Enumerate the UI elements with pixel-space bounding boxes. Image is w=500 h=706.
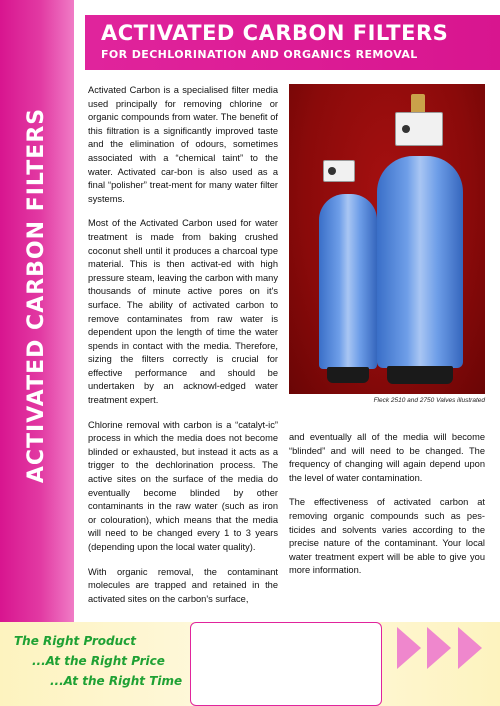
valve-knob-icon [328, 167, 336, 175]
chevron-right-icon [397, 627, 421, 669]
slogan-line-3: ...At the Right Time [50, 674, 183, 688]
large-tank-icon [377, 156, 463, 368]
dealer-stamp-box [190, 622, 382, 706]
small-tank-icon [319, 194, 377, 369]
chevron-right-icon [458, 627, 482, 669]
paragraph-effectiveness: The effectiveness of activated carbon at removing organic compounds such as pes-ticides and solvents varies according to the precise nature of the contaminant. Your local water treatment expert will be able to give you more information. [289, 497, 485, 576]
side-title [0, 0, 74, 630]
photo-caption: Fleck 2510 and 2750 Valves illustrated [373, 397, 485, 404]
paragraph-blinded: and eventually all of the media will become “blinded” and will need to be changed. The frequency of changing will again depend upon the level of water contamination. [289, 432, 485, 483]
page-title: ACTIVATED CARBON FILTERS [101, 21, 449, 45]
large-tank-base [387, 366, 453, 384]
right-column [289, 431, 485, 589]
slogan-line-1: The Right Product [14, 634, 137, 648]
paragraph-production: Most of the Activated Carbon used for water treatment is made from baking crushed coconut shell until it produces a charcoal type material. This is then activat-ed with high pressure steam, leaving the carbon with many thousands of minute active pores on it's surface. The ability of activated carbon to remove contaminates from raw water is dependent upon the length of time the water spends in contact with the media. Therefore, sizing the filters correctly is crucial for effective performance and should be undertaken by an acknowl-edged water treatment expert. [88, 218, 278, 406]
page-subtitle: FOR DECHLORINATION AND ORGANICS REMOVAL [101, 48, 418, 61]
paragraph-intro: Activated Carbon is a specialised filter media used principally for removing chlorine or organic compounds from water. The benefit of this filtration is a significantly improved taste and the elimination of odours, sometimes associated with a “chemical taint” to the water. Activated car-bon is also used as a final “polisher” treat-ment for many water filter systems. [88, 85, 278, 204]
water-filter-tanks-photo [289, 84, 485, 394]
valve-head-icon [411, 94, 425, 114]
large-valve-icon [395, 112, 443, 146]
paragraph-organic: With organic removal, the contaminant molecules are trapped and retained in the activated sites on the carbon's surface, [88, 566, 278, 604]
left-column [88, 84, 278, 617]
side-title-text: ACTIVATED CARBON FILTERS [24, 107, 50, 483]
small-valve-icon [323, 160, 355, 182]
small-tank-base [327, 367, 369, 383]
paragraph-chlorine: Chlorine removal with carbon is a “catalyt-ic” process in which the media does not become blinded or exhausted, but instead it acts as a trigger to the dechlorination process. The active sites on the surface of the media do eventually become blinded by other contaminants in the raw water (such as iron or colouration), which means that the media will need to be changed every 1 to 3 years (depending upon the local water quality). [88, 419, 278, 552]
slogan-line-2: ...At the Right Price [32, 654, 165, 668]
chevron-right-icon [427, 627, 451, 669]
valve-knob-icon [402, 125, 410, 133]
header-banner [85, 15, 500, 70]
